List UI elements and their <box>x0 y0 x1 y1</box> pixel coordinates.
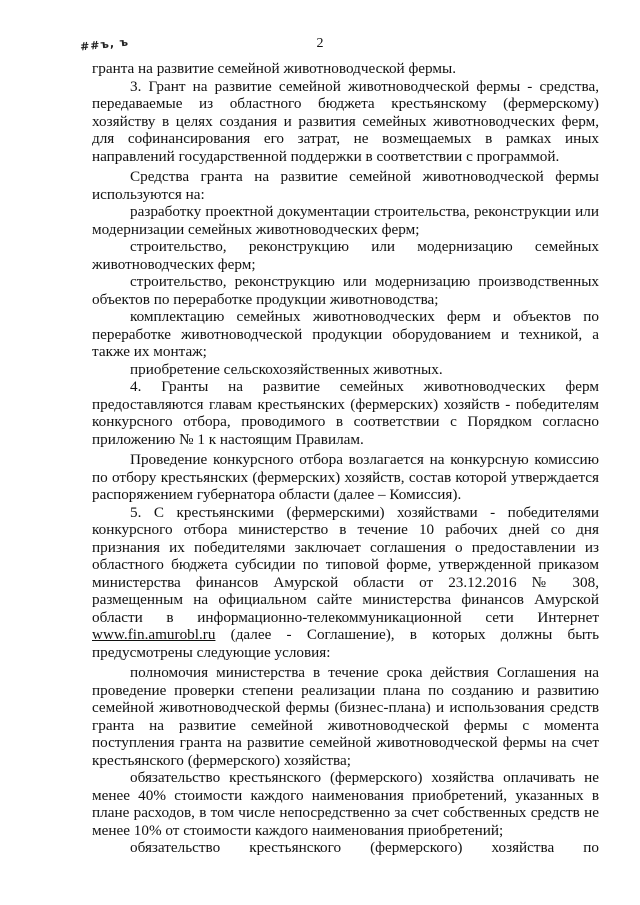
paragraph-continuation: гранта на развитие семейной животноводческой фермы. <box>92 60 457 77</box>
website-link[interactable]: www.fin.amurobl.ru <box>92 626 216 643</box>
condition-payment-obligation: обязательство крестьянского (фермерского) хозяйства оплачивать не менее 40% стоимости каждого наименования приобретений, указанных в плане расходов, в том числе непосредственно за счет собственных средств не менее 10% от стоимости каждого наименования приобретений; <box>92 769 599 839</box>
list-item-design-docs: разработку проектной документации строительства, реконструкции или модернизации семейных животноводческих ферм; <box>92 203 599 238</box>
paragraph-item-3: 3. Грант на развитие семейной животноводческой фермы - средства, передаваемые из областного бюджета крестьянскому (фермерскому) хозяйству в целях создания и развития семейных животноводческих ферм, для софинансирования его затрат, не возмещаемых в рамках иных направлений государственной поддержки в соответствии с программой. <box>92 77 599 165</box>
item-5-text-after: (далее - Соглашение), в которых должны быть предусмотрены следующие условия: <box>92 626 599 661</box>
list-item-construction-farms: строительство, реконструкцию или модернизацию семейных животноводческих ферм; <box>92 238 599 273</box>
paragraph-item-5 <box>92 504 599 662</box>
paragraph-item-4: 4. Гранты на развитие семейных животноводческих ферм предоставляются главам крестьянских (фермерских) хозяйств - победителям конкурсного отбора, проводимого в соответствии с Порядком согласно приложению № 1 к настоящим Правилам. <box>92 378 599 448</box>
paragraph-grant-usage: Средства гранта на развитие семейной животноводческой фермы используются на: <box>92 168 599 203</box>
corner-handwritten-mark: ##ъ, ъ <box>79 35 130 54</box>
list-item-equipment: комплектацию семейных животноводческих ферм и объектов по переработке животноводческой продукции оборудованием и техникой, а также их монтаж; <box>92 308 599 360</box>
document-body <box>92 60 599 857</box>
condition-inspection-powers: полномочия министерства в течение срока действия Соглашения на проведение проверки степени реализации плана по созданию и развитию семейной животноводческой фермы (бизнес-плана) и использования средств гранта на развитие семейной животноводческой фермы с момента поступления гранта на развитие семейной животноводческой фермы на счет крестьянского (фермерского) хозяйства; <box>92 664 599 769</box>
page-number: 2 <box>316 36 324 51</box>
paragraph-commission: Проведение конкурсного отбора возлагается на конкурсную комиссию по отбору крестьянских (фермерских) хозяйств, состав которой утверждается распоряжением губернатора области (далее – Комиссия). <box>92 451 599 503</box>
list-item-construction-processing: строительство, реконструкцию или модернизацию производственных объектов по переработке продукции животноводства; <box>92 273 599 308</box>
condition-obligation-continued: обязательство крестьянского (фермерского) хозяйства по <box>130 839 599 856</box>
list-item-animals: приобретение сельскохозяйственных животных. <box>130 360 443 378</box>
item-5-text-before: 5. С крестьянскими (фермерскими) хозяйствами - победителями конкурсного отбора министерство в течение 10 рабочих дней со дня признания их победителями заключает соглашения о предоставлении из областного бюджета субсидии по типовой форме, утвержденной приказом министерства финансов Амурской области от 23.12.2016 № 308, размещенным на официальном сайте министерства финансов Амурской области в информационно-телекоммуникационной сети Интернет <box>92 503 599 626</box>
